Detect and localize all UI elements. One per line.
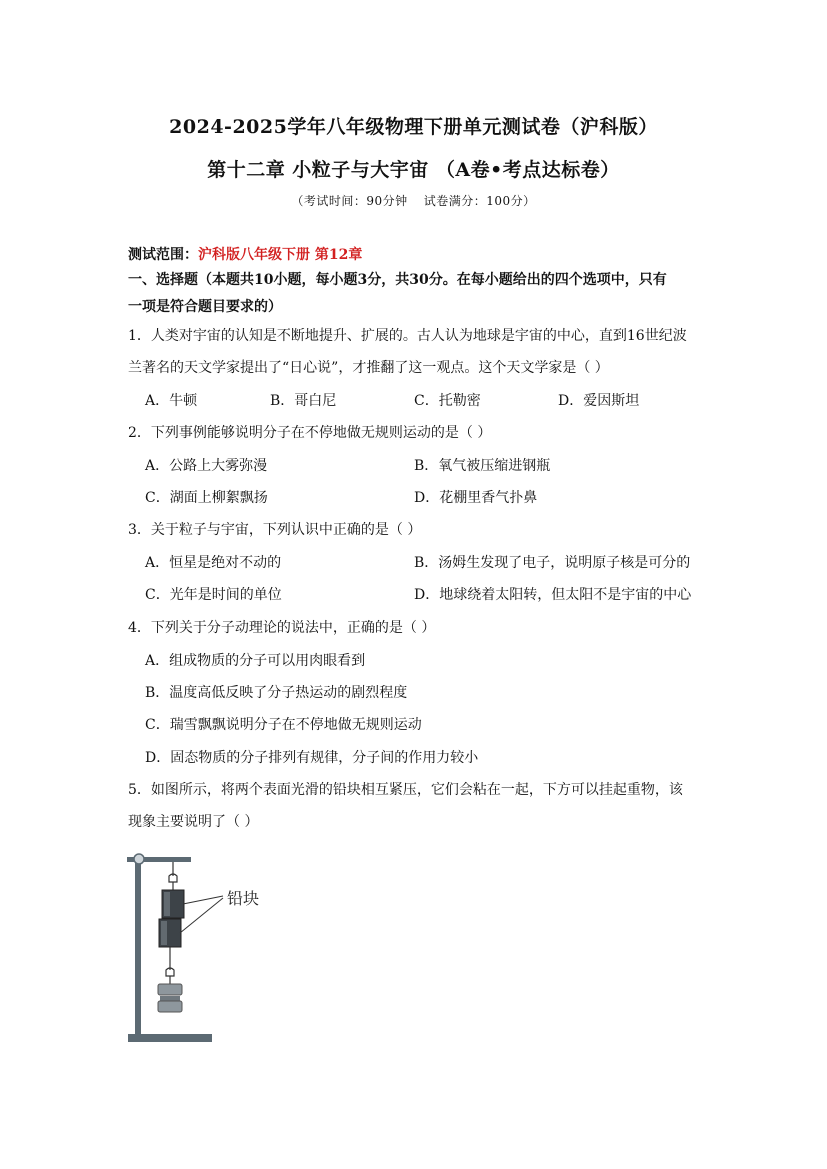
exam-title: 2024-2025学年八年级物理下册单元测试卷（沪科版）	[169, 116, 658, 138]
question-1-option-a: A．牛顿	[145, 393, 198, 409]
question-3-option-d: D．地球绕着太阳转，但太阳不是宇宙的中心	[414, 587, 692, 603]
lead-block-label: 铅块	[227, 889, 260, 908]
test-scope-value: 沪科版八年级下册 第12章	[198, 247, 363, 263]
question-2-option-a: A．公路上大雾弥漫	[145, 458, 268, 474]
question-4-stem: 4．下列关于分子动理论的说法中，正确的是（ ）	[128, 620, 436, 636]
chapter-title: 第十二章 小粒子与大宇宙 （A卷•考点达标卷）	[207, 159, 620, 181]
question-2-option-b: B．氧气被压缩进钢瓶	[414, 458, 551, 474]
weight-bottom	[158, 1001, 182, 1012]
clamp-icon	[134, 854, 144, 864]
question-1-line2: 兰著名的天文学家提出了“日心说”，才推翻了这一观点。这个天文学家是（ ）	[128, 360, 609, 376]
weight-neck	[160, 996, 180, 1001]
section1-heading-line2: 一项是符合题目要求的）	[128, 299, 282, 315]
upper-lead-block-shine	[164, 892, 170, 916]
question-1-option-c: C．托勒密	[414, 393, 481, 409]
test-scope	[128, 244, 362, 264]
exam-time: （考试时间：90分钟	[291, 194, 408, 208]
exam-score: 试卷满分：100分）	[423, 194, 536, 208]
question-3-stem: 3．关于粒子与宇宙，下列认识中正确的是（ ）	[128, 522, 422, 538]
lower-lead-block-shine	[161, 921, 167, 945]
question-5-line1: 5．如图所示，将两个表面光滑的铅块相互紧压，它们会粘在一起，下方可以挂起重物，该	[128, 782, 683, 798]
test-scope-label: 测试范围：	[128, 247, 198, 263]
exam-info	[0, 192, 827, 209]
question-1-option-b: B．哥白尼	[270, 393, 337, 409]
question-2-option-c: C．湖面上柳絮飘扬	[145, 490, 268, 506]
question-3-option-a: A．恒星是绝对不动的	[145, 555, 282, 571]
question-4-option-d: D．固态物质的分子排列有规律，分子间的作用力较小	[145, 750, 479, 766]
weight-top	[158, 984, 182, 995]
question-1-option-d: D．爱因斯坦	[558, 393, 640, 409]
question-3-option-b: B．汤姆生发现了电子，说明原子核是可分的	[414, 555, 691, 571]
question-2-stem: 2．下列事例能够说明分子在不停地做无规则运动的是（ ）	[128, 425, 492, 441]
question-4-option-c: C．瑞雪飘飘说明分子在不停地做无规则运动	[145, 717, 422, 733]
question-1-line1: 1．人类对宇宙的认知是不断地提升、扩展的。古人认为地球是宇宙的中心，直到16世纪波	[128, 328, 687, 344]
section1-heading-line1: 一、选择题（本题共10小题，每小题3分，共30分。在每小题给出的四个选项中，只有	[128, 272, 667, 288]
question-5-line2: 现象主要说明了（ ）	[128, 814, 259, 830]
question-3-option-c: C．光年是时间的单位	[145, 587, 282, 603]
question-4-option-a: A．组成物质的分子可以用肉眼看到	[145, 653, 366, 669]
question-2-option-d: D．花棚里香气扑鼻	[414, 490, 538, 506]
question-4-option-b: B．温度高低反映了分子热运动的剧烈程度	[145, 685, 408, 701]
stand-pole	[135, 856, 141, 1036]
lead-block-figure	[123, 838, 273, 1050]
